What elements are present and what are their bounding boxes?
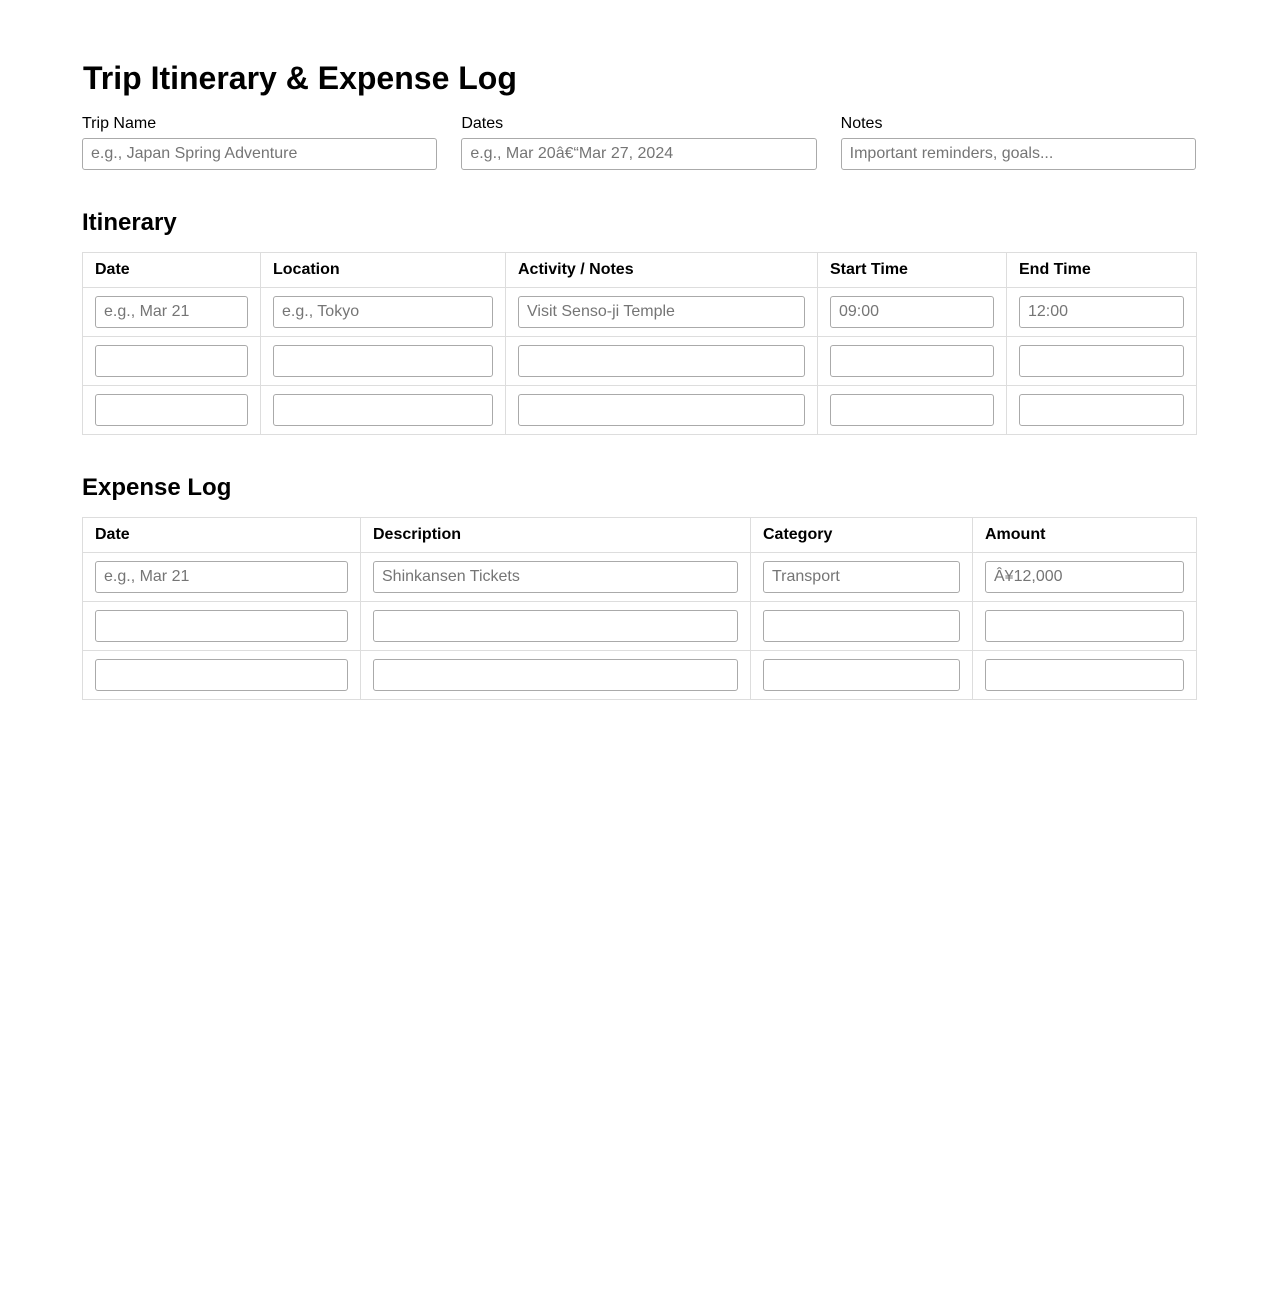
cell-input-wrapper [273,394,493,426]
table-row [83,553,1197,602]
content [82,58,1196,700]
itinerary-activity-notes-input[interactable] [518,345,805,377]
itinerary-column-header: End Time [1007,253,1197,288]
cell-input-wrapper [830,296,994,328]
expense-table [82,517,1197,700]
expense-amount-input[interactable] [985,561,1184,593]
cell-input-wrapper [830,345,994,377]
cell-input-wrapper [1019,345,1184,377]
itinerary-end-time-input[interactable] [1019,296,1184,328]
cell-input-wrapper [518,296,805,328]
table-cell [818,386,1007,435]
expense-column-header: Date [83,518,361,553]
expense-description-input[interactable] [373,561,738,593]
cell-input-wrapper [273,296,493,328]
table-cell [818,288,1007,337]
expense-date-input[interactable] [95,610,348,642]
itinerary-header-row [83,253,1197,288]
dates-label: Dates [461,115,504,132]
table-cell [1007,288,1197,337]
expense-date-input[interactable] [95,659,348,691]
cell-input-wrapper [985,610,1184,642]
itinerary-date-placeholder: e.g., Mar 21 [104,303,190,320]
cell-input-wrapper [95,659,348,691]
expense-description-placeholder: Shinkansen Tickets [382,568,520,585]
itinerary-location-input[interactable] [273,394,493,426]
itinerary-start-time-input[interactable] [830,345,994,377]
expense-column-header: Category [751,518,973,553]
table-cell [83,602,361,651]
table-cell [261,386,506,435]
itinerary-column-header: Start Time [818,253,1007,288]
table-cell [1007,386,1197,435]
itinerary-section [82,208,1196,435]
table-cell [83,553,361,602]
expense-header-row [83,518,1197,553]
itinerary-location-placeholder: e.g., Tokyo [282,303,360,320]
cell-input-wrapper [373,561,738,593]
expense-amount-input[interactable] [985,610,1184,642]
cell-input-wrapper [95,345,248,377]
table-row [83,386,1197,435]
table-cell [83,337,261,386]
itinerary-activity-notes-placeholder: Visit Senso-ji Temple [527,303,675,320]
itinerary-column-header: Date [83,253,261,288]
itinerary-location-input[interactable] [273,345,493,377]
cell-input-wrapper [763,659,960,691]
cell-input-wrapper [373,659,738,691]
expense-amount-placeholder: Â¥12,000 [994,568,1063,585]
expense-date-input[interactable] [95,561,348,593]
expense-column-header: Amount [973,518,1197,553]
expense-heading: Expense Log [82,474,232,501]
table-cell [261,337,506,386]
table-row [83,602,1197,651]
trip-name-input[interactable] [82,138,437,170]
dates-field [461,114,816,170]
itinerary-end-time-input[interactable] [1019,394,1184,426]
table-cell [83,651,361,700]
expense-category-input[interactable] [763,561,960,593]
cell-input-wrapper [518,394,805,426]
cell-input-wrapper [1019,296,1184,328]
notes-input[interactable] [841,138,1196,170]
cell-input-wrapper [95,394,248,426]
table-cell [973,553,1197,602]
table-row [83,651,1197,700]
table-cell [818,337,1007,386]
cell-input-wrapper [763,610,960,642]
itinerary-heading: Itinerary [82,209,177,236]
trip-meta [82,114,1196,170]
table-cell [973,651,1197,700]
cell-input-wrapper [273,345,493,377]
itinerary-date-input[interactable] [95,394,248,426]
table-cell [1007,337,1197,386]
table-cell [751,602,973,651]
itinerary-table [82,252,1197,435]
cell-input-wrapper [95,561,348,593]
itinerary-start-time-input[interactable] [830,296,994,328]
trip-name-label: Trip Name [82,115,157,132]
trip-name-field [82,114,437,170]
expense-section [82,473,1196,700]
expense-column-header: Description [361,518,751,553]
cell-input-wrapper [763,561,960,593]
table-row [83,337,1197,386]
itinerary-activity-notes-input[interactable] [518,394,805,426]
cell-input-wrapper [95,610,348,642]
expense-description-input[interactable] [373,659,738,691]
table-cell [506,288,818,337]
expense-description-input[interactable] [373,610,738,642]
itinerary-activity-notes-input[interactable] [518,296,805,328]
cell-input-wrapper [830,394,994,426]
cell-input-wrapper [985,561,1184,593]
itinerary-start-time-input[interactable] [830,394,994,426]
cell-input-wrapper [985,659,1184,691]
itinerary-date-input[interactable] [95,296,248,328]
table-cell [506,337,818,386]
table-cell [361,553,751,602]
expense-category-input[interactable] [763,610,960,642]
table-cell [83,386,261,435]
table-cell [261,288,506,337]
dates-input[interactable] [461,138,816,170]
table-cell [506,386,818,435]
expense-category-placeholder: Transport [772,568,840,585]
cell-input-wrapper [95,296,248,328]
expense-date-placeholder: e.g., Mar 21 [104,568,190,585]
cell-input-wrapper [1019,394,1184,426]
table-row [83,288,1197,337]
expense-amount-input[interactable] [985,659,1184,691]
itinerary-column-header: Location [261,253,506,288]
page-title: Trip Itinerary & Expense Log [83,60,517,96]
itinerary-start-time-placeholder: 09:00 [839,303,880,320]
cell-input-wrapper [373,610,738,642]
itinerary-end-time-placeholder: 12:00 [1028,303,1069,320]
table-cell [751,553,973,602]
notes-label: Notes [840,115,883,132]
table-cell [751,651,973,700]
notes-field [841,114,1196,170]
expense-category-input[interactable] [763,659,960,691]
itinerary-end-time-input[interactable] [1019,345,1184,377]
itinerary-column-header: Activity / Notes [506,253,818,288]
itinerary-date-input[interactable] [95,345,248,377]
table-cell [361,651,751,700]
table-cell [973,602,1197,651]
cell-input-wrapper [518,345,805,377]
itinerary-location-input[interactable] [273,296,493,328]
table-cell [361,602,751,651]
table-cell [83,288,261,337]
